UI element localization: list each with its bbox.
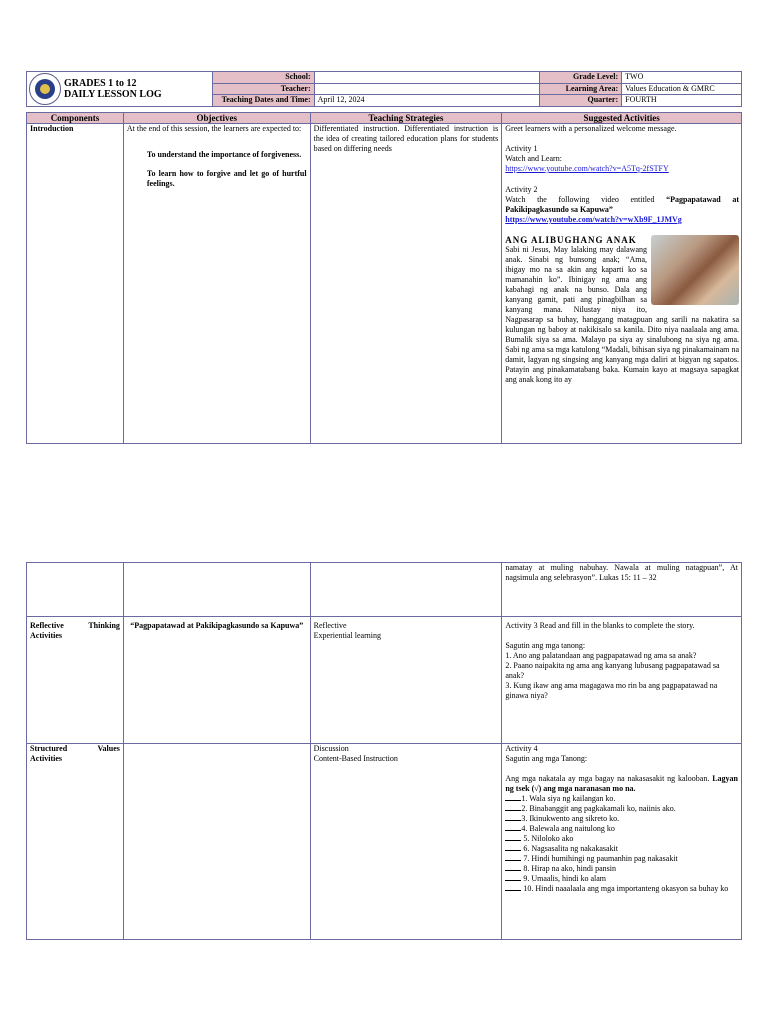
greeting-text: Greet learners with a personalized welcome message. <box>505 124 677 133</box>
activity1-video-link[interactable]: https://www.youtube.com/watch?v=A5Tq-2fSTFY <box>505 164 669 173</box>
activity3-text: Activity 3 Read and fill in the blanks to complete the story. <box>505 621 695 630</box>
activity2-desc <box>505 195 739 215</box>
story-text: Sabi ni Jesus, May lalaking may dalawang anak. Sinabi ng bunsong anak; “Ama, ibigay mo na sa akin ang kaparti ko sa mamanahin ko”. Ibinigay ng ama ang kabahagi ng anak na bunso. Dala ang kanyang gamit, pati ang pinagbilhan sa kanyang mana. Nilustay niya ito, Nagpasarap sa buhay, hanggang matagpuan ang sarili na nakatira sa kulungan ng baboy at nakikisalo sa kanila. Dito niya naalaala ang ama. Bumalik siya sa ama. Malayo pa siya ay sinalubong na siya ng ama. Sabi ng ama sa mga katulong “Madali, bihisan siya ng pinakamainam na damit, lagyan ng singsing ang kanyang mga daliri at bigyan ng sapatos. Patayin ang pinakamatabang baka. Kumain kayo at magsaya sapagkat ang anak kong ito ay <box>505 245 739 384</box>
activity2-title: Activity 2 <box>505 185 538 194</box>
activity1-title: Activity 1 <box>505 144 538 153</box>
reflective-activities <box>502 617 742 744</box>
objective-1: To understand the importance of forgiveness. <box>146 150 302 159</box>
structured-strategy-2: Content-Based Instruction <box>313 754 398 763</box>
reflective-objective: “Pagpapatawad at Pakikipagkasundo sa Kapuwa” <box>123 617 310 744</box>
story-title: ANG ALIBUGHANG ANAK <box>505 235 637 245</box>
learning-area-value: Values Education & GMRC <box>622 83 742 95</box>
table-row <box>27 563 742 617</box>
checklist-item: 7. Hindi humihingi ng paumanhin pag nakasakit <box>505 854 738 864</box>
activity2-video-link[interactable]: https://www.youtube.com/watch?v=wXb9F_1JMVg <box>505 215 682 224</box>
activity4-sub: Sagutin ang mga Tanong: <box>505 754 588 763</box>
question-2: 2. Paano naipakita ng ama ang kanyang lubusang pagpapatawad sa anak? <box>505 661 720 680</box>
table-row <box>27 124 742 444</box>
activity2-video-title: “Pagpapatawad at Pakikipagkasundo sa Kapuwa” <box>505 195 739 214</box>
activity4-intro <box>505 774 738 794</box>
col-header-activities: Suggested Activities <box>502 113 742 124</box>
checklist-item: 2. Binabanggit ang pagkakamali ko, naiinis ako. <box>505 804 738 814</box>
reflective-strategy-2: Experiential learning <box>313 631 381 640</box>
header-table <box>26 71 742 107</box>
reflective-strategies <box>310 617 502 744</box>
lesson-table-page1 <box>26 112 742 444</box>
grade-level-label: Grade Level: <box>540 72 622 84</box>
checklist-item: 4. Balewala ang naitulong ko <box>505 824 738 834</box>
col-header-objectives: Objectives <box>123 113 310 124</box>
teacher-value <box>314 83 540 95</box>
col-header-components: Components <box>27 113 124 124</box>
deped-seal-icon <box>29 73 61 105</box>
reflective-strategy-1: Reflective <box>313 621 347 630</box>
activity2-desc-prefix: Watch the following video entitled <box>505 195 667 204</box>
header-title-line2: DAILY LESSON LOG <box>64 89 162 100</box>
quarter-value: FOURTH <box>622 95 742 107</box>
objectives-cell <box>123 124 310 444</box>
teacher-label: Teacher: <box>212 83 314 95</box>
story-photo <box>651 235 739 305</box>
questions-intro: Sagutin ang mga tanong: <box>505 641 586 650</box>
school-value <box>314 72 540 84</box>
table-row <box>27 744 742 940</box>
teaching-dates-label: Teaching Dates and Time: <box>212 95 314 107</box>
story-continued: namatay at muling nabuhay. Nawala at muling natagpuan”, At nagsimula ang selebrasyon”. Lukas 15: 11 – 32 <box>502 563 742 617</box>
checklist-item: 9. Umaalis, hindi ko alam <box>505 874 738 884</box>
checklist-item: 3. Ikinukwento ang sikreto ko. <box>505 814 738 824</box>
activity4-title: Activity 4 <box>505 744 538 753</box>
structured-strategies <box>310 744 502 940</box>
checklist-item: 1. Wala siya ng kailangan ko. <box>505 794 738 804</box>
structured-activities <box>502 744 742 940</box>
header-title-cell <box>27 72 213 107</box>
checklist-item: 6. Nagsasalita ng nakakasakit <box>505 844 738 854</box>
grade-level-value: TWO <box>622 72 742 84</box>
learning-area-label: Learning Area: <box>540 83 622 95</box>
objectives-intro: At the end of this session, the learners are expected to: <box>126 124 302 133</box>
school-label: School: <box>212 72 314 84</box>
question-3: 3. Kung ikaw ang ama magagawa mo rin ba ang pagpapatawad na ginawa niya? <box>505 681 718 700</box>
activity1-desc: Watch and Learn: <box>505 154 562 163</box>
quarter-label: Quarter: <box>540 95 622 107</box>
component-introduction: Introduction <box>27 124 124 444</box>
activity4-intro-text: Ang mga nakatala ay mga bagay na nakasasakit ng kalooban. <box>505 774 713 783</box>
strategies-intro: Differentiated instruction. Differentiated instruction is the idea of creating tailored education plans for students based on differing needs <box>310 124 502 444</box>
question-1: 1. Ano ang palatandaan ang pagpapatawad ng ama sa anak? <box>505 651 697 660</box>
table-row <box>27 617 742 744</box>
component-structured: Structured Values Activities <box>27 744 124 940</box>
lesson-table-page2 <box>26 562 742 940</box>
component-reflective: Reflective Thinking Activities <box>27 617 124 744</box>
structured-strategy-1: Discussion <box>313 744 349 753</box>
checklist-item: 8. Hirap na ako, hindi pansin <box>505 864 738 874</box>
teaching-dates-value: April 12, 2024 <box>314 95 540 107</box>
checklist-item: 5. Niloloko ako <box>505 834 738 844</box>
activities-cell <box>502 124 742 444</box>
activity4-instruction: Lagyan ng tsek (√) ang mga naranasan mo na. <box>505 774 738 793</box>
col-header-strategies: Teaching Strategies <box>310 113 502 124</box>
checklist-item: 10. Hindi naaalaala ang mga importanteng okasyon sa buhay ko <box>505 884 738 894</box>
objective-2: To learn how to forgive and let go of hurtful feelings. <box>146 169 307 188</box>
header-title-line1: GRADES 1 to 12 <box>64 78 137 89</box>
